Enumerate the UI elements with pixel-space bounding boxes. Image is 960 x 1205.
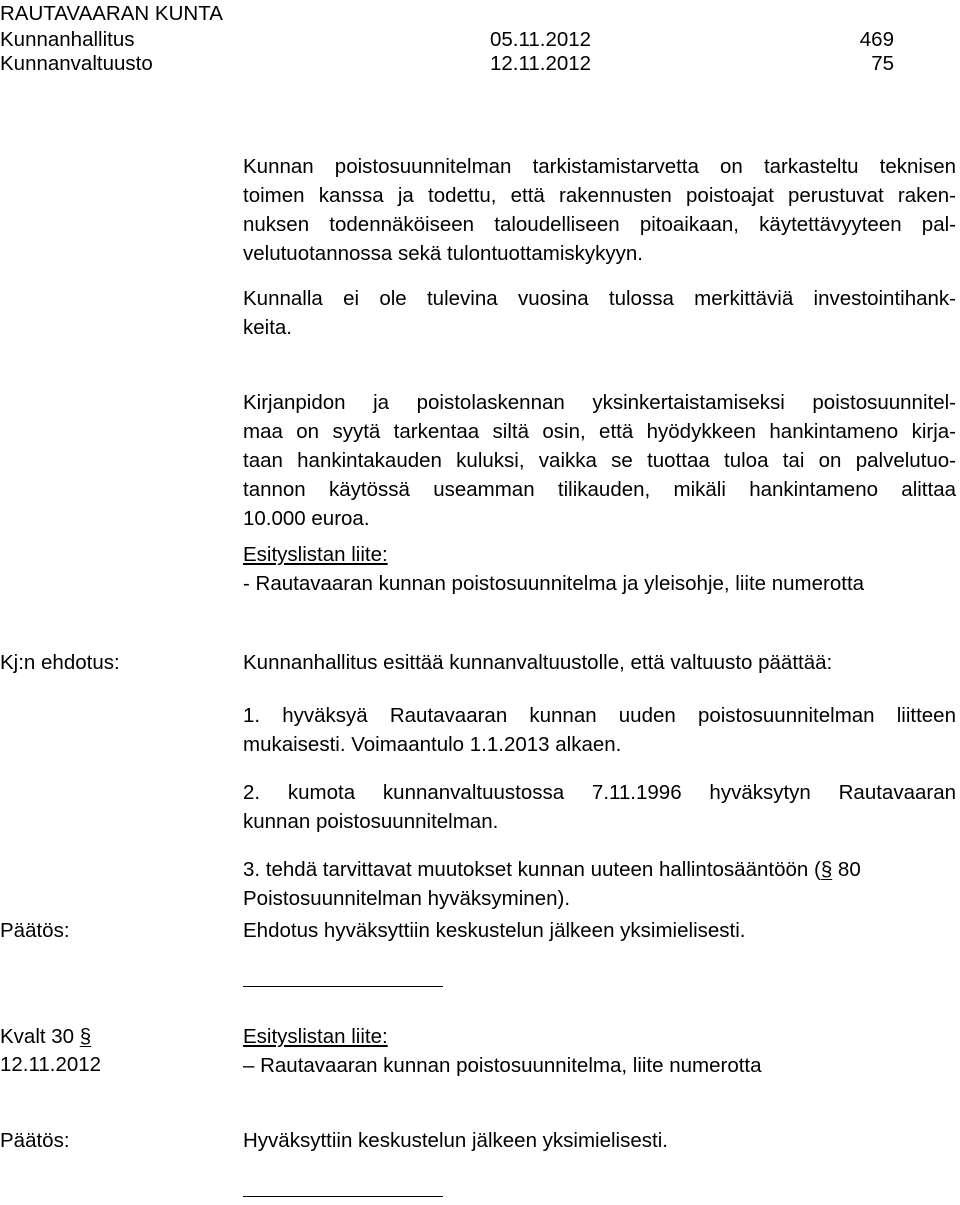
text-line: tannon käytössä useamman tilikauden, mikäli hankintameno alittaa bbox=[243, 478, 956, 501]
text-line: mukaisesti. Voimaantulo 1.1.2013 alkaen. bbox=[243, 733, 622, 756]
text-line: keita. bbox=[243, 316, 292, 339]
attachment-heading: Esityslistan liite: bbox=[243, 1025, 388, 1048]
header-date: 05.11.2012 bbox=[490, 28, 592, 51]
text-line: Ehdotus hyväksyttiin keskustelun jälkeen yksimielisesti. bbox=[243, 919, 746, 942]
council-label: Kvalt 30 bbox=[0, 1025, 75, 1048]
council-section-label bbox=[0, 1022, 91, 1051]
text-line: nuksen todennäköiseen taloudelliseen pitoaikaan, käytettävyyteen pal- bbox=[243, 213, 956, 236]
proposal-item-3 bbox=[243, 855, 956, 913]
text-line: maa on syytä tarkentaa siltä osin, että hyödykkeen hankintameno kirja- bbox=[243, 420, 956, 443]
text-line: kunnan poistosuunnitelman. bbox=[243, 810, 499, 833]
header-body: Kunnanhallitus bbox=[0, 28, 135, 51]
proposal-intro bbox=[243, 648, 956, 677]
item3-text: 3. tehdä tarvittavat muutokset kunnan uuteen hallintosääntöön ( bbox=[243, 858, 821, 881]
text-line: 10.000 euroa. bbox=[243, 507, 370, 530]
attachment-heading: Esityslistan liite: bbox=[243, 543, 388, 566]
attachment-text: – Rautavaaran kunnan poistosuunnitelma, liite numerotta bbox=[243, 1054, 762, 1077]
decision-label: Päätös: bbox=[0, 1129, 70, 1152]
proposal-item-1 bbox=[243, 701, 956, 759]
decision-text bbox=[243, 1126, 956, 1155]
text-line: Kirjanpidon ja poistolaskennan yksinkertaistamiseksi poistosuunnitel- bbox=[243, 391, 956, 414]
text-line: toimen kanssa ja todettu, että rakennusten poistoajat perustuvat raken- bbox=[243, 184, 956, 207]
municipality-name: RAUTAVAARAN KUNTA bbox=[0, 2, 223, 25]
text-line bbox=[243, 855, 956, 884]
separator-line bbox=[243, 986, 443, 987]
text-line: Kunnanhallitus esittää kunnanvaltuustolle, että valtuusto päättää: bbox=[243, 651, 833, 674]
header-date: 12.11.2012 bbox=[490, 52, 592, 75]
proposal-label: Kj:n ehdotus: bbox=[0, 651, 120, 674]
attachment-block bbox=[243, 540, 956, 598]
text-line: Kunnan poistosuunnitelman tarkistamistarvetta on tarkasteltu teknisen bbox=[243, 155, 956, 178]
decision-text bbox=[243, 916, 956, 945]
text-line: Poistosuunnitelman hyväksyminen). bbox=[243, 887, 571, 910]
header-body: Kunnanvaltuusto bbox=[0, 52, 153, 75]
text-line: taan hankintakauden kuluksi, vaikka se tuottaa tuloa tai on palvelutuo- bbox=[243, 449, 956, 472]
item3-section-number: 80 bbox=[832, 858, 861, 881]
section-sign: § bbox=[79, 1025, 92, 1048]
council-date: 12.11.2012 bbox=[0, 1053, 102, 1076]
decision-label: Päätös: bbox=[0, 919, 70, 942]
section-sign: § bbox=[820, 858, 833, 881]
attachment-text: - Rautavaaran kunnan poistosuunnitelma ja yleisohje, liite numerotta bbox=[243, 572, 865, 595]
paragraph-depreciation-review bbox=[243, 152, 956, 268]
header-page-number: 75 bbox=[871, 52, 894, 75]
paragraph-accounting bbox=[243, 388, 956, 533]
proposal-item-2 bbox=[243, 778, 956, 836]
text-line: velutuotannossa sekä tulontuottamiskykyyn. bbox=[243, 242, 643, 265]
council-attachment bbox=[243, 1022, 956, 1080]
header-page-number: 469 bbox=[859, 28, 894, 51]
separator-line bbox=[243, 1196, 443, 1197]
text-line: Hyväksyttiin keskustelun jälkeen yksimielisesti. bbox=[243, 1129, 668, 1152]
text-line: 1. hyväksyä Rautavaaran kunnan uuden poistosuunnitelman liitteen bbox=[243, 704, 956, 727]
text-line: 2. kumota kunnanvaltuustossa 7.11.1996 hyväksytyn Rautavaaran bbox=[243, 781, 956, 804]
text-line: Kunnalla ei ole tulevina vuosina tulossa merkittäviä investointihank- bbox=[243, 287, 956, 310]
paragraph-investments bbox=[243, 284, 956, 342]
header-row-council bbox=[0, 52, 900, 80]
